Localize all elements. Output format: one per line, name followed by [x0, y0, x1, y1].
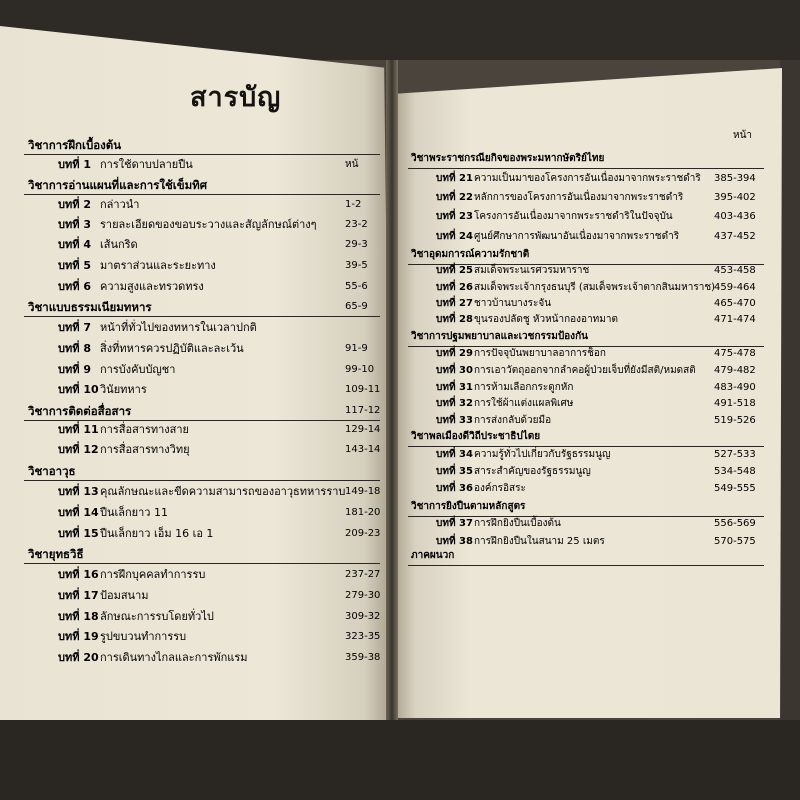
- lesson-number: บทที่ 30: [436, 365, 473, 376]
- lesson-number: บทที่ 14: [58, 506, 99, 519]
- page-range: 209-23: [345, 528, 381, 539]
- lesson-number: บทที่ 5: [58, 259, 91, 272]
- section-title: ภาคผนวก: [411, 550, 455, 561]
- lesson-number: บทที่ 9: [58, 363, 91, 376]
- lesson-title: สาระสำคัญของรัฐธรรมนูญ: [474, 466, 591, 477]
- toc-entry: [58, 568, 205, 582]
- toc-section-heading: [28, 404, 131, 418]
- toc-entry: [58, 651, 248, 665]
- toc-entry: [436, 264, 589, 278]
- lesson-number: บทที่ 7: [58, 321, 91, 334]
- lesson-number: บทที่ 3: [58, 218, 91, 231]
- toc-entry: [436, 414, 551, 428]
- background-bottom: [0, 720, 800, 800]
- page-range: 55-6: [345, 281, 368, 292]
- lesson-title: การเดินทางไกลและการพักแรม: [100, 651, 248, 664]
- section-underline: [24, 420, 380, 421]
- section-underline: [408, 565, 764, 566]
- book-spine: [386, 60, 398, 720]
- toc-entry: [58, 158, 193, 172]
- toc-entry: [58, 238, 138, 252]
- page-range: 491-518: [714, 398, 756, 409]
- toc-section-heading: [28, 178, 207, 192]
- lesson-title: การส่งกลับด้วยมือ: [474, 415, 552, 426]
- page-range: 117-12: [345, 405, 381, 416]
- toc-entry: [436, 172, 701, 186]
- lesson-title: ปืนเล็กยาว เอ็ม 16 เอ 1: [100, 527, 214, 540]
- toc-entry: [436, 448, 611, 462]
- toc-entry: [436, 230, 679, 244]
- section-underline: [24, 154, 380, 155]
- lesson-title: ศูนย์ศึกษาการพัฒนาอันเนื่องมาจากพระราชดำริ: [474, 231, 680, 242]
- section-underline: [408, 446, 764, 447]
- page-range: 556-569: [714, 518, 756, 529]
- section-title: วิชาการติดต่อสื่อสาร: [28, 404, 132, 418]
- toc-section-heading: [411, 152, 604, 166]
- page-range: 143-14: [345, 444, 381, 455]
- page-range: 279-30: [345, 590, 381, 601]
- page-title: สารบัญ: [190, 82, 282, 113]
- lesson-number: บทที่ 13: [58, 485, 99, 498]
- lesson-title: การบังคับบัญชา: [100, 363, 176, 376]
- toc-section-heading: [28, 300, 152, 314]
- lesson-number: บทที่ 6: [58, 280, 91, 293]
- lesson-number: บทที่ 34: [436, 449, 473, 460]
- section-title: วิชาแบบธรรมเนียมทหาร: [28, 300, 152, 314]
- toc-entry: [58, 363, 175, 377]
- page-range: 39-5: [345, 260, 368, 271]
- toc-entry: [436, 210, 673, 224]
- lesson-number: บทที่ 27: [436, 298, 473, 309]
- page-range: 437-452: [714, 231, 756, 242]
- lesson-title: การเอาวัตถุออกจากลำคอผู้ป่วยเจ็บที่ยังมีสติ/หมดสติ: [474, 365, 696, 376]
- lesson-title: รายละเอียดของขอบระวางและสัญลักษณ์ต่างๆ: [100, 218, 317, 231]
- lesson-number: บทที่ 20: [58, 651, 99, 664]
- lesson-title: สิ่งที่ทหารควรปฏิบัติและละเว้น: [100, 342, 244, 355]
- section-underline: [408, 168, 764, 169]
- page-range: 109-11: [345, 384, 381, 395]
- lesson-number: บทที่ 12: [58, 443, 99, 456]
- page-range: 527-533: [714, 449, 756, 460]
- page-range: 323-35: [345, 631, 381, 642]
- lesson-number: บทที่ 18: [58, 610, 99, 623]
- page-range: 65-9: [345, 301, 368, 312]
- page-range: 475-478: [714, 348, 756, 359]
- lesson-title: องค์กรอิสระ: [474, 483, 526, 494]
- lesson-title: การฝึกบุคคลทำการรบ: [100, 568, 206, 581]
- page-range: 359-38: [345, 652, 381, 663]
- section-title: วิชาอุดมการณ์ความรักชาติ: [411, 249, 530, 260]
- section-title: วิชาพระราชกรณียกิจของพระมหากษัตริย์ไทย: [411, 153, 605, 164]
- page-range: 149-18: [345, 486, 381, 497]
- toc-entry: [58, 383, 147, 397]
- toc-entry: [436, 313, 618, 327]
- lesson-title: ลักษณะการรบโดยทั่วไป: [100, 610, 214, 623]
- lesson-title: การฝึกยิงปืนเบื้องต้น: [474, 518, 561, 529]
- lesson-number: บทที่ 28: [436, 314, 473, 325]
- section-title: วิชายุทธวิธี: [28, 547, 84, 561]
- page-range: 519-526: [714, 415, 756, 426]
- lesson-title: หลักการของโครงการอันเนื่องมาจากพระราชดำริ: [474, 192, 684, 203]
- toc-section-heading: [411, 430, 540, 444]
- lesson-title: ความเป็นมาของโครงการอันเนื่องมาจากพระราชดำริ: [474, 173, 701, 184]
- toc-entry: [58, 198, 139, 212]
- lesson-title: ความสูงและทรวดทรง: [100, 280, 204, 293]
- toc-section-heading: [28, 138, 121, 152]
- lesson-title: การสื่อสารทางวิทยุ: [100, 443, 190, 456]
- lesson-title: สมเด็จพระเจ้ากรุงธนบุรี (สมเด็จพระเจ้าตากสินมหาราช): [474, 282, 716, 293]
- page-range: 479-482: [714, 365, 756, 376]
- toc-entry: [436, 535, 605, 549]
- page-column-header: หน้า: [733, 130, 753, 141]
- page-range: 534-548: [714, 466, 756, 477]
- toc-entry: [436, 281, 715, 295]
- lesson-number: บทที่ 25: [436, 265, 473, 276]
- page-range: 403-436: [714, 211, 756, 222]
- toc-entry: [436, 364, 696, 378]
- lesson-title: การปัจจุบันพยาบาลอาการช็อก: [474, 348, 606, 359]
- page-range: 1-2: [345, 199, 362, 210]
- lesson-number: บทที่ 36: [436, 483, 473, 494]
- page-range: 459-464: [714, 282, 756, 293]
- lesson-number: บทที่ 33: [436, 415, 473, 426]
- lesson-title: การใช้ผ้าแต่งแผลพิเศษ: [474, 398, 574, 409]
- toc-entry: [58, 259, 216, 273]
- section-underline: [24, 194, 380, 195]
- toc-entry: [436, 517, 561, 531]
- section-underline: [24, 316, 380, 317]
- toc-entry: [58, 280, 204, 294]
- lesson-number: บทที่ 37: [436, 518, 473, 529]
- page-range: 23-2: [345, 219, 368, 230]
- lesson-title: โครงการอันเนื่องมาจากพระราชดำริในปัจจุบัน: [474, 211, 673, 222]
- lesson-number: บทที่ 32: [436, 398, 473, 409]
- lesson-title: มาตราส่วนและระยะทาง: [100, 259, 216, 272]
- toc-entry: [436, 482, 526, 496]
- lesson-number: บทที่ 15: [58, 527, 99, 540]
- toc-entry: [58, 218, 317, 232]
- toc-entry: [58, 527, 213, 541]
- lesson-title: หน้าที่ทั่วไปของทหารในเวลาปกติ: [100, 321, 257, 334]
- section-underline: [24, 563, 380, 564]
- lesson-number: บทที่ 1: [58, 158, 91, 171]
- section-title: วิชาการปฐมพยาบาลและเวชกรรมป้องกัน: [411, 331, 588, 342]
- section-title: วิชาการยิงปืนตามหลักสูตร: [411, 501, 526, 512]
- lesson-title: คุณลักษณะและขีดความสามารถของอาวุธทหารราบ: [100, 485, 346, 498]
- lesson-title: ความรู้ทั่วไปเกี่ยวกับรัฐธรรมนูญ: [474, 449, 611, 460]
- toc-entry: [58, 610, 214, 624]
- lesson-number: บทที่ 38: [436, 536, 473, 547]
- lesson-title: การห้ามเลือกกระดูกหัก: [474, 382, 574, 393]
- lesson-number: บทที่ 17: [58, 589, 99, 602]
- section-title: วิชาอาวุธ: [28, 464, 76, 478]
- section-title: วิชาพลเมืองดีวิถีประชาธิปไตย: [411, 431, 541, 442]
- toc-entry: [436, 381, 573, 395]
- lesson-title: วินัยทหาร: [100, 383, 147, 396]
- lesson-title: สมเด็จพระนเรศวรมหาราช: [474, 265, 590, 276]
- toc-entry: [436, 297, 551, 311]
- page-range: 99-10: [345, 364, 375, 375]
- section-underline: [24, 480, 380, 481]
- toc-entry: [436, 347, 606, 361]
- toc-section-heading: [28, 547, 84, 561]
- toc-entry: [58, 589, 149, 603]
- lesson-number: บทที่ 8: [58, 342, 91, 355]
- toc-entry: [58, 630, 186, 644]
- lesson-number: บทที่ 29: [436, 348, 473, 359]
- page-range: 237-27: [345, 569, 381, 580]
- lesson-title: ปืนเล็กยาว 11: [100, 506, 168, 519]
- toc-section-heading: [411, 330, 588, 344]
- lesson-title: การสื่อสารทางสาย: [100, 423, 189, 436]
- lesson-number: บทที่ 22: [436, 192, 473, 203]
- page-range: 570-575: [714, 536, 756, 547]
- lesson-title: รูปขบวนทำการรบ: [100, 630, 187, 643]
- toc-section-heading: [411, 500, 525, 514]
- page-range: 385-394: [714, 173, 756, 184]
- page-range: 181-20: [345, 507, 381, 518]
- section-title: วิชาการอ่านแผนที่และการใช้เข็มทิศ: [28, 178, 208, 192]
- lesson-number: บทที่ 16: [58, 568, 99, 581]
- toc-entry: [58, 506, 168, 520]
- toc-entry: [58, 443, 190, 457]
- toc-entry: [58, 342, 244, 356]
- lesson-number: บทที่ 10: [58, 383, 99, 396]
- lesson-number: บทที่ 24: [436, 231, 473, 242]
- lesson-title: ขุนรองปลัดชู หัวหน้ากองอาทมาต: [474, 314, 618, 325]
- page-range: 483-490: [714, 382, 756, 393]
- lesson-title: เส้นกริด: [100, 238, 138, 251]
- toc-section-heading: [411, 248, 529, 262]
- lesson-number: บทที่ 2: [58, 198, 91, 211]
- page-range: 129-14: [345, 424, 381, 435]
- lesson-title: การฝึกยิงปืนในสนาม 25 เมตร: [474, 536, 605, 547]
- toc-entry: [436, 465, 591, 479]
- lesson-number: บทที่ 11: [58, 423, 99, 436]
- page-range: 465-470: [714, 298, 756, 309]
- toc-entry: [58, 321, 257, 335]
- lesson-title: ชาวบ้านบางระจัน: [474, 298, 552, 309]
- page-range: 309-32: [345, 611, 381, 622]
- toc-entry: [58, 423, 189, 437]
- toc-entry: [58, 485, 345, 499]
- toc-section-heading: [28, 464, 76, 478]
- page-range: 471-474: [714, 314, 756, 325]
- page-range: หน้: [345, 159, 359, 170]
- page-range: 395-402: [714, 192, 756, 203]
- lesson-number: บทที่ 31: [436, 382, 473, 393]
- toc-entry: [436, 191, 683, 205]
- lesson-number: บทที่ 35: [436, 466, 473, 477]
- lesson-title: การใช้ดาบปลายปืน: [100, 158, 193, 171]
- page-range: 453-458: [714, 265, 756, 276]
- lesson-number: บทที่ 23: [436, 211, 473, 222]
- lesson-number: บทที่ 26: [436, 282, 473, 293]
- toc-entry: [436, 397, 573, 411]
- toc-section-heading: [411, 549, 454, 563]
- page-range: 549-555: [714, 483, 756, 494]
- page-range: 91-9: [345, 343, 368, 354]
- page-range: 29-3: [345, 239, 368, 250]
- lesson-number: บทที่ 21: [436, 173, 473, 184]
- lesson-number: บทที่ 19: [58, 630, 99, 643]
- lesson-number: บทที่ 4: [58, 238, 91, 251]
- lesson-title: กล่าวนำ: [100, 198, 140, 211]
- section-title: วิชาการฝึกเบื้องต้น: [28, 138, 122, 152]
- background-right: [780, 60, 800, 720]
- lesson-title: ป้อมสนาม: [100, 589, 149, 602]
